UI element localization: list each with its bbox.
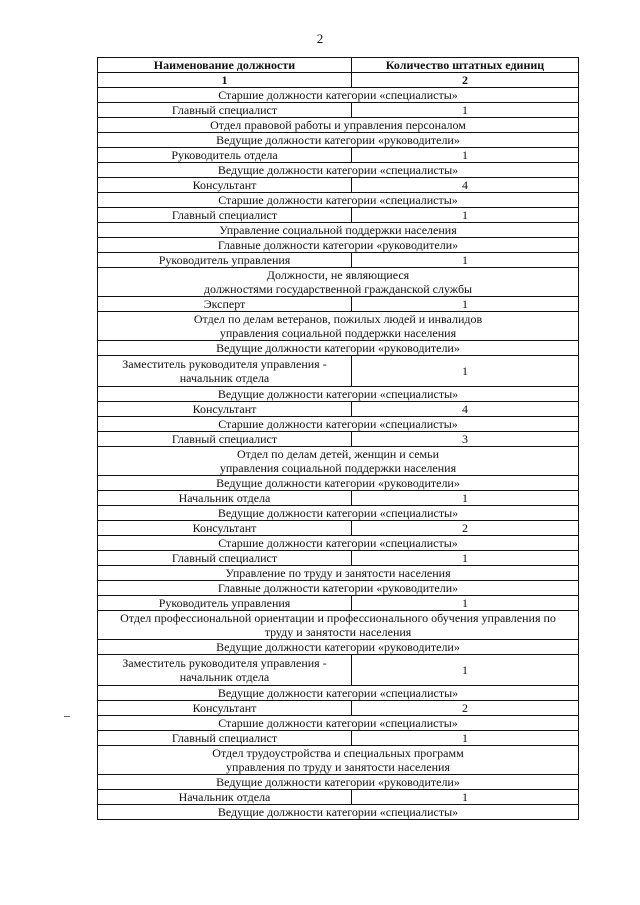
- position-name: Главный специалист: [98, 432, 352, 447]
- section-heading: Ведущие должности категории «руководители»: [98, 133, 579, 148]
- position-name: Начальник отдела: [98, 491, 352, 506]
- staff-count: 1: [352, 103, 579, 118]
- staff-count: 1: [352, 356, 579, 387]
- section-heading: Отдел правовой работы и управления персоналом: [98, 118, 579, 133]
- table-row: [98, 596, 579, 611]
- position-name: Эксперт: [98, 297, 352, 312]
- table-section-row: [98, 417, 579, 432]
- position-name: Главный специалист: [98, 103, 352, 118]
- section-heading: Ведущие должности категории «руководители»: [98, 341, 579, 356]
- staff-count: 1: [352, 297, 579, 312]
- section-heading: Старшие должности категории «специалисты»: [98, 417, 579, 432]
- staff-count: 1: [352, 655, 579, 686]
- position-name: Руководитель отдела: [98, 148, 352, 163]
- table-section-row: [98, 716, 579, 731]
- section-heading: Ведущие должности категории «специалисты»: [98, 387, 579, 402]
- table-section-row: [98, 566, 579, 581]
- table-section-row: [98, 805, 579, 820]
- section-heading: Старшие должности категории «специалисты»: [98, 193, 579, 208]
- section-heading: Старшие должности категории «специалисты»: [98, 536, 579, 551]
- column-number-1: 1: [98, 73, 352, 88]
- table-section-row: [98, 133, 579, 148]
- position-name: Консультант: [98, 402, 352, 417]
- staff-count: 1: [352, 790, 579, 805]
- table-header-row: [98, 58, 579, 73]
- section-heading: Ведущие должности категории «руководители»: [98, 640, 579, 655]
- section-heading: Главные должности категории «руководители»: [98, 581, 579, 596]
- table-row: [98, 208, 579, 223]
- table-body: [98, 73, 579, 820]
- staff-count: 1: [352, 208, 579, 223]
- column-number-2: 2: [352, 73, 579, 88]
- position-name: Консультант: [98, 701, 352, 716]
- table-section-row: [98, 268, 579, 297]
- table-row: [98, 253, 579, 268]
- section-heading: Отдел по делам детей, женщин и семьи управления социальной поддержки населения: [98, 447, 579, 476]
- staff-count: 1: [352, 731, 579, 746]
- table-row: [98, 148, 579, 163]
- position-name: Руководитель управления: [98, 253, 352, 268]
- table-row: [98, 402, 579, 417]
- table-row: [98, 655, 579, 686]
- staff-count: 1: [352, 491, 579, 506]
- table-row: [98, 103, 579, 118]
- staff-count: 4: [352, 402, 579, 417]
- table-section-row: [98, 341, 579, 356]
- table-row: [98, 521, 579, 536]
- section-heading: Ведущие должности категории «специалисты»: [98, 506, 579, 521]
- section-heading: Управление по труду и занятости населения: [98, 566, 579, 581]
- section-heading: Старшие должности категории «специалисты»: [98, 716, 579, 731]
- section-heading: Отдел по делам ветеранов, пожилых людей и инвалидов управления социальной поддержки населения: [98, 312, 579, 341]
- table-section-row: [98, 193, 579, 208]
- table-row: [98, 356, 579, 387]
- table-section-row: [98, 476, 579, 491]
- staff-count: 2: [352, 701, 579, 716]
- table-row: [98, 178, 579, 193]
- section-heading: Управление социальной поддержки населения: [98, 223, 579, 238]
- page-number: 2: [316, 31, 324, 46]
- header-staff-count: Количество штатных единиц: [352, 58, 579, 73]
- table-row: [98, 297, 579, 312]
- staff-count: 2: [352, 521, 579, 536]
- section-heading: Главные должности категории «руководители»: [98, 238, 579, 253]
- table-section-row: [98, 746, 579, 775]
- section-heading: Старшие должности категории «специалисты»: [98, 88, 579, 103]
- table-section-row: [98, 238, 579, 253]
- table-section-row: [98, 223, 579, 238]
- position-name: Главный специалист: [98, 731, 352, 746]
- section-heading: Ведущие должности категории «специалисты»: [98, 805, 579, 820]
- staff-count: 1: [352, 253, 579, 268]
- header-position-name: Наименование должности: [98, 58, 352, 73]
- section-heading: Ведущие должности категории «руководители»: [98, 775, 579, 790]
- table-section-row: [98, 581, 579, 596]
- table-section-row: [98, 506, 579, 521]
- table-row: [98, 551, 579, 566]
- section-heading: Ведущие должности категории «руководители»: [98, 476, 579, 491]
- section-heading: Должности, не являющиеся должностями государственной гражданской службы: [98, 268, 579, 297]
- staff-count: 1: [352, 596, 579, 611]
- staff-count: 4: [352, 178, 579, 193]
- table-row: [98, 731, 579, 746]
- section-heading: Ведущие должности категории «специалисты»: [98, 163, 579, 178]
- table-section-row: [98, 312, 579, 341]
- table-section-row: [98, 775, 579, 790]
- table-section-row: [98, 686, 579, 701]
- staff-table: [97, 57, 579, 820]
- table-row: [98, 432, 579, 447]
- table-section-row: [98, 536, 579, 551]
- position-name: Заместитель руководителя управления - начальник отдела: [98, 356, 352, 387]
- staff-count: 3: [352, 432, 579, 447]
- position-name: Консультант: [98, 178, 352, 193]
- table-row: [98, 701, 579, 716]
- staff-count: 1: [352, 148, 579, 163]
- table-section-row: [98, 88, 579, 103]
- table-section-row: [98, 163, 579, 178]
- table-row: [98, 491, 579, 506]
- margin-mark: [64, 716, 70, 717]
- column-number-row: [98, 73, 579, 88]
- position-name: Консультант: [98, 521, 352, 536]
- table-section-row: [98, 447, 579, 476]
- section-heading: Ведущие должности категории «специалисты»: [98, 686, 579, 701]
- table-section-row: [98, 118, 579, 133]
- position-name: Главный специалист: [98, 551, 352, 566]
- position-name: Заместитель руководителя управления - начальник отдела: [98, 655, 352, 686]
- staff-count: 1: [352, 551, 579, 566]
- position-name: Начальник отдела: [98, 790, 352, 805]
- table-section-row: [98, 387, 579, 402]
- section-heading: Отдел профессиональной ориентации и профессионального обучения управления по труду и занятости населения: [98, 611, 579, 640]
- table-section-row: [98, 640, 579, 655]
- table-row: [98, 790, 579, 805]
- position-name: Руководитель управления: [98, 596, 352, 611]
- table-section-row: [98, 611, 579, 640]
- position-name: Главный специалист: [98, 208, 352, 223]
- section-heading: Отдел трудоустройства и специальных программ управления по труду и занятости населения: [98, 746, 579, 775]
